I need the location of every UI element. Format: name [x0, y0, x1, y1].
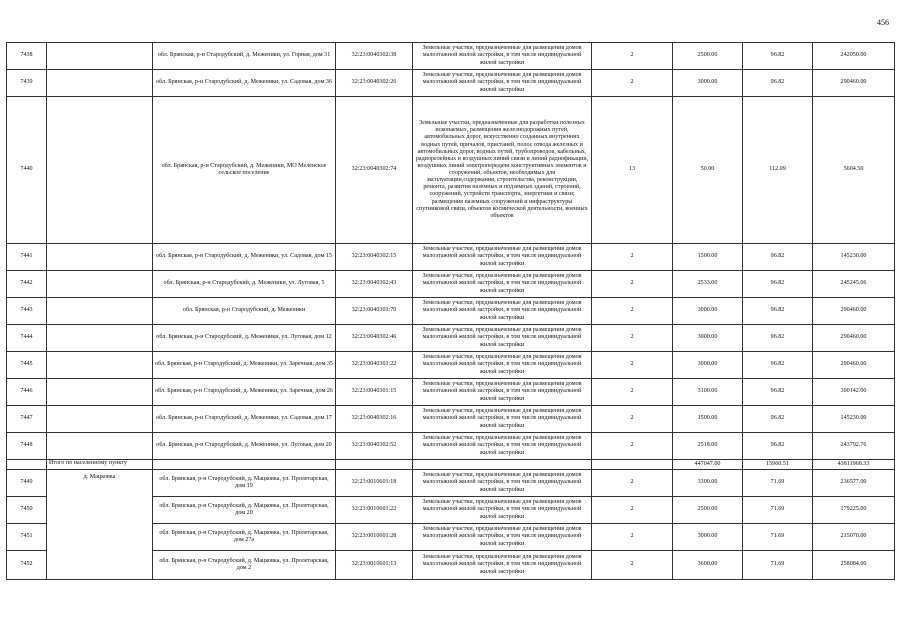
group-cell: 2 [592, 352, 673, 379]
total-row [7, 460, 895, 470]
rate-cell: 96.82 [743, 433, 813, 460]
area-cell: 1500.00 [673, 244, 743, 271]
value-cell: 243792.76 [813, 433, 895, 460]
purpose-cell: Земельные участки, предназначенные для разработки полезных ископаемых, размещения железнодорожных путей, автомобильных дорог, искусственно созданных внутренних водных путей, причалов, пристаней, полос отвода железных и автомобильных дорог, водных путей, трубопроводов, кабельных, радиорелейных и воздушных линий связи и линий радиофикации, воздушных линий электропередачи конструктивных элементов и сооружений, объектов, необходимых для эксплуатации,содержания, строительства, реконструкции, ремонта, развития наземных и подземных зданий, строений, сооружений, устройств транспорта, энергетики и связи; размещения наземных сооружений и инфраструктуры спутниковой связи, объектов космической деятельности, военных объектов [413, 97, 592, 244]
group-label: д. Мацковка [47, 470, 153, 580]
locality-cell [47, 433, 153, 460]
row-number: 7448 [7, 433, 47, 460]
address-cell: обл. Брянская, р-н Стародубский, д. Меженики, ул. Луговая, 5 [153, 271, 336, 298]
area-cell: 3600.00 [673, 551, 743, 580]
table-row [7, 298, 895, 325]
group-cell: 2 [592, 271, 673, 298]
row-number: 7439 [7, 70, 47, 97]
row-number: 7445 [7, 352, 47, 379]
purpose-cell: Земельные участки, предназначенные для размещения домов малоэтажной жилой застройки, в том числе индивидуальной жилой застройки [413, 497, 592, 524]
cadastral-number: 32:23:0040302:74 [336, 97, 413, 244]
cadastral-number: 32:23:0040302:43 [336, 271, 413, 298]
locality-cell [47, 298, 153, 325]
total-area: 447047.00 [673, 460, 743, 470]
value-cell: 145230.00 [813, 244, 895, 271]
value-cell: 215070.00 [813, 524, 895, 551]
purpose-cell: Земельные участки, предназначенные для размещения домов малоэтажной жилой застройки, в том числе индивидуальной жилой застройки [413, 43, 592, 70]
value-cell: 300142.00 [813, 379, 895, 406]
table-row [7, 352, 895, 379]
area-cell: 1500.00 [673, 406, 743, 433]
locality-cell [47, 325, 153, 352]
group-cell: 2 [592, 244, 673, 271]
group-cell: 2 [592, 70, 673, 97]
group-cell: 2 [592, 524, 673, 551]
row-number: 7441 [7, 244, 47, 271]
area-cell: 3100.00 [673, 379, 743, 406]
table-row [7, 433, 895, 460]
row-number: 7452 [7, 551, 47, 580]
rate-cell: 71.69 [743, 524, 813, 551]
area-cell: 2518.00 [673, 433, 743, 460]
area-cell: 2533.00 [673, 271, 743, 298]
rate-cell: 96.82 [743, 325, 813, 352]
value-cell: 290460.00 [813, 298, 895, 325]
value-cell: 5604.50 [813, 97, 895, 244]
purpose-cell: Земельные участки, предназначенные для размещения домов малоэтажной жилой застройки, в том числе индивидуальной жилой застройки [413, 379, 592, 406]
group-cell: 2 [592, 497, 673, 524]
cadastral-number: 32:23:0040301:22 [336, 352, 413, 379]
address-cell: обл. Брянская, р-н Стародубский, д. Меженики [153, 298, 336, 325]
table-row [7, 406, 895, 433]
group-cell: 2 [592, 325, 673, 352]
group-cell: 2 [592, 433, 673, 460]
address-cell: обл. Брянская, р-н Стародубский, д. Мацковка, ул. Пролетарская, дом 19 [153, 470, 336, 497]
address-cell: обл. Брянская, р-н Стародубский, д. Меженики, ул. Садовая, дом 15 [153, 244, 336, 271]
cadastral-number: 32:23:0040301:70 [336, 298, 413, 325]
cadastral-number: 32:23:0010601:13 [336, 551, 413, 580]
table-row [7, 244, 895, 271]
value-cell: 290460.00 [813, 325, 895, 352]
rate-cell: 112.09 [743, 97, 813, 244]
rate-cell: 71.69 [743, 551, 813, 580]
row-number: 7444 [7, 325, 47, 352]
value-cell: 258084.00 [813, 551, 895, 580]
area-cell: 3000.00 [673, 298, 743, 325]
address-cell: обл. Брянская, р-н Стародубский, д. Меженики, ул. Луговая, дом 12 [153, 325, 336, 352]
purpose-cell: Земельные участки, предназначенные для размещения домов малоэтажной жилой застройки, в том числе индивидуальной жилой застройки [413, 271, 592, 298]
group-cell: 13 [592, 97, 673, 244]
cadastral-number: 32:23:0010601:18 [336, 470, 413, 497]
area-cell: 2500.00 [673, 497, 743, 524]
address-cell: обл. Брянская, р-н Стародубский, д. Меженики, ул. Горная, дом 31 [153, 43, 336, 70]
table-row [7, 97, 895, 244]
address-cell: обл. Брянская, р-н Стародубский, д. Мацковка, ул. Пролетарская, дом 27а [153, 524, 336, 551]
area-cell: 2500.00 [673, 43, 743, 70]
area-cell: 3000.00 [673, 524, 743, 551]
total-empty [592, 460, 673, 470]
total-empty [413, 460, 592, 470]
cadastral-number: 32:23:0040302:38 [336, 43, 413, 70]
rate-cell: 71.69 [743, 497, 813, 524]
group-cell: 2 [592, 470, 673, 497]
total-label: Итого по населенному пункту [47, 460, 153, 470]
address-cell: обл. Брянская, р-н Стародубский, д. Меженики, ул. Садовая, дом 36 [153, 70, 336, 97]
total-empty [153, 460, 336, 470]
value-cell: 145230.00 [813, 406, 895, 433]
row-number: 7438 [7, 43, 47, 70]
rate-cell: 96.82 [743, 379, 813, 406]
value-cell: 236577.00 [813, 470, 895, 497]
area-cell: 3000.00 [673, 352, 743, 379]
area-cell: 50.00 [673, 97, 743, 244]
group-cell: 2 [592, 551, 673, 580]
table-row [7, 271, 895, 298]
group-cell: 2 [592, 406, 673, 433]
address-cell: обл. Брянская, р-н Стародубский, д. Меженики, ул. Садовая, дом 17 [153, 406, 336, 433]
value-cell: 242050.00 [813, 43, 895, 70]
address-cell: обл. Брянская, р-н Стародубский, д. Мацковка, ул. Пролетарская, дом 2 [153, 551, 336, 580]
row-number: 7451 [7, 524, 47, 551]
table-row [7, 470, 895, 497]
locality-cell [47, 43, 153, 70]
land-plots-table [6, 42, 895, 580]
rate-cell: 71.69 [743, 470, 813, 497]
cadastral-number: 32:23:0040302:16 [336, 406, 413, 433]
group-cell: 2 [592, 379, 673, 406]
purpose-cell: Земельные участки, предназначенные для размещения домов малоэтажной жилой застройки, в том числе индивидуальной жилой застройки [413, 433, 592, 460]
cadastral-number: 32:23:0040302:26 [336, 70, 413, 97]
row-number: 7449 [7, 470, 47, 497]
rate-cell: 96.82 [743, 406, 813, 433]
address-cell: обл. Брянская, р-н Стародубский, д. Меженики, МО Меленское сельское поселение [153, 97, 336, 244]
value-cell: 245245.06 [813, 271, 895, 298]
rate-cell: 96.82 [743, 298, 813, 325]
area-cell: 3300.00 [673, 470, 743, 497]
total-empty [7, 460, 47, 470]
cadastral-number: 32:23:0040301:15 [336, 379, 413, 406]
table-row [7, 43, 895, 70]
locality-cell [47, 271, 153, 298]
cadastral-number: 32:23:0010601:22 [336, 497, 413, 524]
purpose-cell: Земельные участки, предназначенные для размещения домов малоэтажной жилой застройки, в том числе индивидуальной жилой застройки [413, 325, 592, 352]
total-rate: 15960.51 [743, 460, 813, 470]
purpose-cell: Земельные участки, предназначенные для размещения домов малоэтажной жилой застройки, в том числе индивидуальной жилой застройки [413, 352, 592, 379]
row-number: 7446 [7, 379, 47, 406]
locality-cell [47, 70, 153, 97]
rate-cell: 96.82 [743, 271, 813, 298]
group-cell: 2 [592, 43, 673, 70]
rate-cell: 96.82 [743, 70, 813, 97]
cadastral-number: 32:23:0010601:28 [336, 524, 413, 551]
address-cell: обл. Брянская, р-н Стародубский, д. Мацковка, ул. Пролетарская, дом 20 [153, 497, 336, 524]
purpose-cell: Земельные участки, предназначенные для размещения домов малоэтажной жилой застройки, в том числе индивидуальной жилой застройки [413, 406, 592, 433]
value-cell: 179225.00 [813, 497, 895, 524]
purpose-cell: Земельные участки, предназначенные для размещения домов малоэтажной жилой застройки, в том числе индивидуальной жилой застройки [413, 470, 592, 497]
locality-cell [47, 97, 153, 244]
group-cell: 2 [592, 298, 673, 325]
cadastral-number: 32:23:0040302:15 [336, 244, 413, 271]
table-row [7, 379, 895, 406]
locality-cell [47, 352, 153, 379]
rate-cell: 96.82 [743, 352, 813, 379]
total-empty [336, 460, 413, 470]
rate-cell: 96.82 [743, 43, 813, 70]
purpose-cell: Земельные участки, предназначенные для размещения домов малоэтажной жилой застройки, в том числе индивидуальной жилой застройки [413, 70, 592, 97]
cadastral-number: 32:23:0040302:52 [336, 433, 413, 460]
value-cell: 290460.00 [813, 70, 895, 97]
locality-cell [47, 244, 153, 271]
locality-cell [47, 406, 153, 433]
address-cell: обл. Брянская, р-н Стародубский, д. Меженики, ул. Луговая, дом 20 [153, 433, 336, 460]
purpose-cell: Земельные участки, предназначенные для размещения домов малоэтажной жилой застройки, в том числе индивидуальной жилой застройки [413, 298, 592, 325]
address-cell: обл. Брянская, р-н Стародубский, д. Меженики, ул. Заречная, дом 26 [153, 379, 336, 406]
row-number: 7443 [7, 298, 47, 325]
locality-cell [47, 379, 153, 406]
page-number: 456 [877, 18, 889, 27]
purpose-cell: Земельные участки, предназначенные для размещения домов малоэтажной жилой застройки, в том числе индивидуальной жилой застройки [413, 524, 592, 551]
row-number: 7442 [7, 271, 47, 298]
address-cell: обл. Брянская, р-н Стародубский, д. Меженики, ул. Заречная, дом 35 [153, 352, 336, 379]
total-value: 43811968.33 [813, 460, 895, 470]
area-cell: 3000.00 [673, 325, 743, 352]
row-number: 7447 [7, 406, 47, 433]
row-number: 7450 [7, 497, 47, 524]
row-number: 7440 [7, 97, 47, 244]
purpose-cell: Земельные участки, предназначенные для размещения домов малоэтажной жилой застройки, в том числе индивидуальной жилой застройки [413, 244, 592, 271]
table-body [7, 43, 895, 580]
area-cell: 3000.00 [673, 70, 743, 97]
table-row [7, 325, 895, 352]
rate-cell: 96.82 [743, 244, 813, 271]
cadastral-number: 32:23:0040302:46 [336, 325, 413, 352]
purpose-cell: Земельные участки, предназначенные для размещения домов малоэтажной жилой застройки, в том числе индивидуальной жилой застройки [413, 551, 592, 580]
value-cell: 290460.00 [813, 352, 895, 379]
table-row [7, 70, 895, 97]
